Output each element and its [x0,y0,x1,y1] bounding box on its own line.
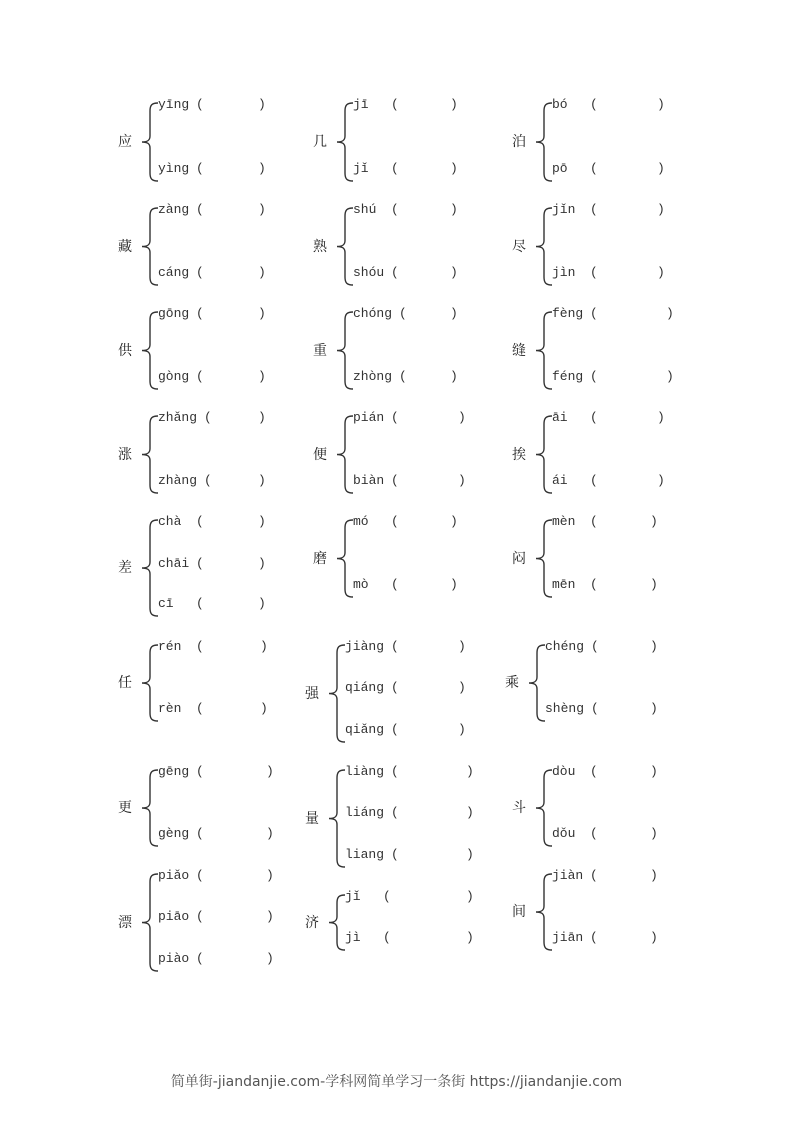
open-parenthesis: ( [391,97,399,112]
open-parenthesis: ( [391,722,399,737]
open-parenthesis: ( [391,473,399,488]
pinyin-reading-row [353,97,458,113]
close-parenthesis: ) [458,473,466,488]
open-parenthesis: ( [383,889,391,904]
answer-blank-field[interactable] [401,202,450,218]
pinyin-label: zàng [158,202,190,217]
pinyin-reading-row [353,369,458,385]
close-parenthesis: ) [458,410,466,425]
answer-blank-field[interactable] [206,909,266,925]
hanzi-character: 应 [118,134,132,150]
open-parenthesis: ( [590,473,598,488]
close-parenthesis: ) [466,889,474,904]
hanzi-character: 藏 [118,238,132,255]
answer-blank-field[interactable] [401,265,450,281]
answer-blank-field[interactable] [206,826,266,842]
close-parenthesis: ) [258,202,266,217]
close-parenthesis: ) [450,202,458,217]
open-parenthesis: ( [204,410,212,425]
pinyin-label: rén [158,639,182,654]
open-parenthesis: ( [590,369,598,384]
answer-blank-field[interactable] [393,889,466,905]
close-parenthesis: ) [258,369,266,384]
pinyin-reading-row [345,639,466,655]
pinyin-reading-row [552,764,658,780]
open-parenthesis: ( [590,265,598,280]
pinyin-reading-row [158,202,266,218]
answer-blank-field[interactable] [401,722,458,738]
close-parenthesis: ) [650,930,658,945]
pinyin-label: zhǎng [158,410,198,425]
answer-blank-field[interactable] [206,951,266,967]
pinyin-label: bó [552,97,568,112]
pinyin-reading-row [158,306,266,322]
close-parenthesis: ) [450,369,458,384]
answer-blank-field[interactable] [600,473,657,489]
pinyin-reading-row [158,764,274,780]
open-parenthesis: ( [391,202,399,217]
open-parenthesis: ( [196,306,204,321]
open-parenthesis: ( [196,764,204,779]
pinyin-reading-row [345,889,474,905]
answer-blank-field[interactable] [600,577,650,593]
close-parenthesis: ) [258,596,266,611]
pinyin-label: jǐ [345,889,361,904]
pinyin-reading-row [345,930,474,946]
pinyin-label: piāo [158,909,190,924]
open-parenthesis: ( [196,826,204,841]
close-parenthesis: ) [266,951,274,966]
open-parenthesis: ( [391,639,399,654]
hanzi-character: 量 [305,810,319,827]
pinyin-label: liàng [345,764,385,779]
pinyin-label: rèn [158,701,182,716]
pinyin-reading-row [158,868,274,884]
answer-blank-field[interactable] [409,306,450,322]
pinyin-label: jǐ [353,161,369,176]
close-parenthesis: ) [650,764,658,779]
close-parenthesis: ) [258,97,266,112]
pinyin-label: piào [158,951,190,966]
answer-blank-field[interactable] [214,410,258,426]
pinyin-reading-row [345,680,466,696]
open-parenthesis: ( [590,764,598,779]
close-parenthesis: ) [657,161,665,176]
answer-blank-field[interactable] [401,410,458,426]
answer-blank-field[interactable] [600,161,657,177]
answer-blank-field[interactable] [206,202,258,218]
hanzi-character: 间 [512,904,526,920]
pinyin-label: yìng [158,161,190,176]
answer-blank-field[interactable] [206,596,258,612]
close-parenthesis: ) [650,868,658,883]
pinyin-label: jiān [552,930,584,945]
answer-blank-field[interactable] [600,514,650,530]
pinyin-label: cī [158,596,174,611]
pinyin-reading-row [552,826,658,842]
pinyin-reading-row [552,473,665,489]
answer-blank-field[interactable] [206,639,260,655]
answer-blank-field[interactable] [600,97,657,113]
close-parenthesis: ) [260,701,268,716]
answer-blank-field[interactable] [206,868,266,884]
pinyin-label: cáng [158,265,190,280]
pinyin-reading-row [552,265,665,281]
hanzi-character: 济 [305,914,319,931]
pinyin-label: jǐn [552,202,576,217]
pinyin-reading-row [158,161,266,177]
open-parenthesis: ( [196,909,204,924]
pinyin-reading-row [353,202,458,218]
open-parenthesis: ( [196,556,204,571]
pinyin-reading-row [552,202,665,218]
open-parenthesis: ( [391,265,399,280]
answer-blank-field[interactable] [401,764,466,780]
pinyin-label: shèng [545,701,585,716]
pinyin-label: chóng [353,306,393,321]
answer-blank-field[interactable] [206,306,258,322]
answer-blank-field[interactable] [600,202,657,218]
hanzi-character: 更 [118,800,132,816]
pinyin-reading-row [158,473,266,489]
answer-blank-field[interactable] [401,680,458,696]
answer-blank-field[interactable] [600,868,650,884]
pinyin-label: pō [552,161,568,176]
pinyin-reading-row [158,639,268,655]
pinyin-label: jiàn [552,868,584,883]
hanzi-character: 漂 [118,914,132,931]
answer-blank-field[interactable] [206,161,258,177]
hanzi-character: 任 [118,675,132,691]
pinyin-label: mēn [552,577,576,592]
open-parenthesis: ( [590,202,598,217]
pinyin-label: féng [552,369,584,384]
open-parenthesis: ( [391,410,399,425]
answer-blank-field[interactable] [600,410,657,426]
open-parenthesis: ( [590,930,598,945]
close-parenthesis: ) [657,410,665,425]
pinyin-label: jìn [552,265,576,280]
pinyin-reading-row [158,701,268,717]
pinyin-label: gòng [158,369,190,384]
close-parenthesis: ) [260,639,268,654]
close-parenthesis: ) [258,514,266,529]
open-parenthesis: ( [196,701,204,716]
answer-blank-field[interactable] [600,369,666,385]
close-parenthesis: ) [266,764,274,779]
answer-blank-field[interactable] [206,701,260,717]
open-parenthesis: ( [399,369,407,384]
pinyin-label: gèng [158,826,190,841]
close-parenthesis: ) [450,97,458,112]
hanzi-character: 供 [118,342,132,359]
open-parenthesis: ( [196,202,204,217]
hanzi-character: 重 [313,342,327,359]
close-parenthesis: ) [466,764,474,779]
hanzi-character: 几 [313,134,327,150]
pinyin-label: yīng [158,97,190,112]
pinyin-reading-row [158,556,266,572]
close-parenthesis: ) [266,826,274,841]
pinyin-label: āi [552,410,568,425]
answer-blank-field[interactable] [401,639,458,655]
pinyin-label: zhòng [353,369,393,384]
hanzi-character: 斗 [512,800,526,816]
open-parenthesis: ( [204,473,212,488]
pinyin-reading-row [158,97,266,113]
hanzi-character: 乘 [505,675,519,691]
pinyin-reading-row [158,909,274,925]
open-parenthesis: ( [391,514,399,529]
answer-blank-field[interactable] [601,701,650,717]
open-parenthesis: ( [391,577,399,592]
pinyin-label: chāi [158,556,190,571]
pinyin-reading-row [552,410,665,426]
pinyin-label: liáng [345,805,385,820]
close-parenthesis: ) [666,306,674,321]
close-parenthesis: ) [466,930,474,945]
pinyin-reading-row [345,764,474,780]
answer-blank-field[interactable] [206,764,266,780]
pinyin-reading-row [158,410,266,426]
pinyin-label: ái [552,473,568,488]
open-parenthesis: ( [196,951,204,966]
pinyin-reading-row [545,701,658,717]
pinyin-reading-row [158,369,266,385]
hanzi-character: 磨 [313,550,327,567]
open-parenthesis: ( [591,701,599,716]
pinyin-reading-row [552,306,674,322]
pinyin-label: pián [353,410,385,425]
open-parenthesis: ( [196,161,204,176]
close-parenthesis: ) [458,639,466,654]
hanzi-character: 差 [118,560,132,576]
pinyin-reading-row [353,514,458,530]
close-parenthesis: ) [666,369,674,384]
pinyin-reading-row [158,596,266,612]
hanzi-character: 涨 [118,446,132,463]
close-parenthesis: ) [450,577,458,592]
open-parenthesis: ( [391,680,399,695]
open-parenthesis: ( [391,161,399,176]
pinyin-label: chéng [545,639,585,654]
open-parenthesis: ( [383,930,391,945]
close-parenthesis: ) [258,306,266,321]
close-parenthesis: ) [450,306,458,321]
pinyin-reading-row [353,473,466,489]
close-parenthesis: ) [450,514,458,529]
open-parenthesis: ( [196,868,204,883]
open-parenthesis: ( [590,161,598,176]
pinyin-reading-row [158,514,266,530]
pinyin-reading-row [158,951,274,967]
pinyin-label: mó [353,514,369,529]
close-parenthesis: ) [258,161,266,176]
close-parenthesis: ) [650,577,658,592]
close-parenthesis: ) [650,826,658,841]
close-parenthesis: ) [657,265,665,280]
pinyin-reading-row [345,847,474,863]
pinyin-reading-row [552,161,665,177]
pinyin-label: jī [353,97,369,112]
pinyin-reading-row [158,265,266,281]
answer-blank-field[interactable] [401,805,466,821]
hanzi-character: 熟 [313,238,327,255]
close-parenthesis: ) [458,722,466,737]
open-parenthesis: ( [399,306,407,321]
pinyin-reading-row [552,514,658,530]
answer-blank-field[interactable] [214,473,258,489]
answer-blank-field[interactable] [600,265,657,281]
close-parenthesis: ) [650,701,658,716]
open-parenthesis: ( [590,97,598,112]
answer-blank-field[interactable] [601,639,650,655]
close-parenthesis: ) [258,265,266,280]
pinyin-label: chà [158,514,182,529]
open-parenthesis: ( [391,847,399,862]
footer-watermark: 简单街-jiandanjie.com-学科网简单学习一条街 https://jiandanjie.com [170,1074,623,1090]
pinyin-reading-row [353,577,458,593]
close-parenthesis: ) [650,514,658,529]
answer-blank-field[interactable] [401,161,450,177]
pinyin-label: dòu [552,764,576,779]
answer-blank-field[interactable] [401,473,458,489]
pinyin-label: biàn [353,473,385,488]
pinyin-reading-row [545,639,658,655]
close-parenthesis: ) [466,805,474,820]
pinyin-reading-row [353,410,466,426]
hanzi-character: 尽 [512,238,526,255]
close-parenthesis: ) [258,556,266,571]
pinyin-reading-row [353,161,458,177]
pinyin-label: shú [353,202,377,217]
close-parenthesis: ) [258,473,266,488]
answer-blank-field[interactable] [401,847,466,863]
open-parenthesis: ( [391,764,399,779]
close-parenthesis: ) [657,97,665,112]
pinyin-label: shóu [353,265,385,280]
answer-blank-field[interactable] [409,369,450,385]
answer-blank-field[interactable] [206,556,258,572]
close-parenthesis: ) [266,868,274,883]
close-parenthesis: ) [450,161,458,176]
close-parenthesis: ) [650,639,658,654]
open-parenthesis: ( [591,639,599,654]
pinyin-reading-row [552,369,674,385]
hanzi-character: 便 [313,446,327,463]
close-parenthesis: ) [466,847,474,862]
pinyin-label: dǒu [552,826,576,841]
open-parenthesis: ( [196,596,204,611]
pinyin-label: jiàng [345,639,385,654]
pinyin-label: liang [345,847,385,862]
open-parenthesis: ( [196,639,204,654]
open-parenthesis: ( [590,868,598,883]
open-parenthesis: ( [391,805,399,820]
answer-blank-field[interactable] [393,930,466,946]
hanzi-character: 缝 [512,342,526,359]
pinyin-label: qiǎng [345,722,385,737]
answer-blank-field[interactable] [401,577,450,593]
answer-blank-field[interactable] [206,265,258,281]
open-parenthesis: ( [196,97,204,112]
open-parenthesis: ( [590,514,598,529]
open-parenthesis: ( [590,826,598,841]
pinyin-reading-row [552,577,658,593]
answer-blank-field[interactable] [600,306,666,322]
pinyin-reading-row [345,805,474,821]
close-parenthesis: ) [258,410,266,425]
pinyin-label: fèng [552,306,584,321]
hanzi-character: 泊 [512,134,526,150]
close-parenthesis: ) [266,909,274,924]
answer-blank-field[interactable] [600,826,650,842]
pinyin-label: mèn [552,514,576,529]
open-parenthesis: ( [590,410,598,425]
answer-blank-field[interactable] [401,514,450,530]
open-parenthesis: ( [196,265,204,280]
pinyin-reading-row [345,722,466,738]
answer-blank-field[interactable] [401,97,450,113]
open-parenthesis: ( [196,514,204,529]
pinyin-reading-row [353,306,458,322]
pinyin-reading-row [552,930,658,946]
hanzi-character: 闷 [512,550,526,567]
answer-blank-field[interactable] [600,764,650,780]
answer-blank-field[interactable] [600,930,650,946]
open-parenthesis: ( [590,577,598,592]
close-parenthesis: ) [657,202,665,217]
hanzi-character: 挨 [512,446,526,463]
open-parenthesis: ( [196,369,204,384]
pinyin-reading-row [158,826,274,842]
pinyin-label: qiáng [345,680,385,695]
answer-blank-field[interactable] [206,369,258,385]
pinyin-label: piǎo [158,868,190,883]
close-parenthesis: ) [450,265,458,280]
close-parenthesis: ) [657,473,665,488]
pinyin-label: gēng [158,764,190,779]
open-parenthesis: ( [590,306,598,321]
answer-blank-field[interactable] [206,97,258,113]
pinyin-reading-row [552,97,665,113]
pinyin-label: mò [353,577,369,592]
hanzi-character: 强 [305,685,319,702]
pinyin-label: jì [345,930,361,945]
pinyin-label: zhàng [158,473,198,488]
pinyin-reading-row [353,265,458,281]
answer-blank-field[interactable] [206,514,258,530]
close-parenthesis: ) [458,680,466,695]
pinyin-label: gōng [158,306,190,321]
pinyin-reading-row [552,868,658,884]
